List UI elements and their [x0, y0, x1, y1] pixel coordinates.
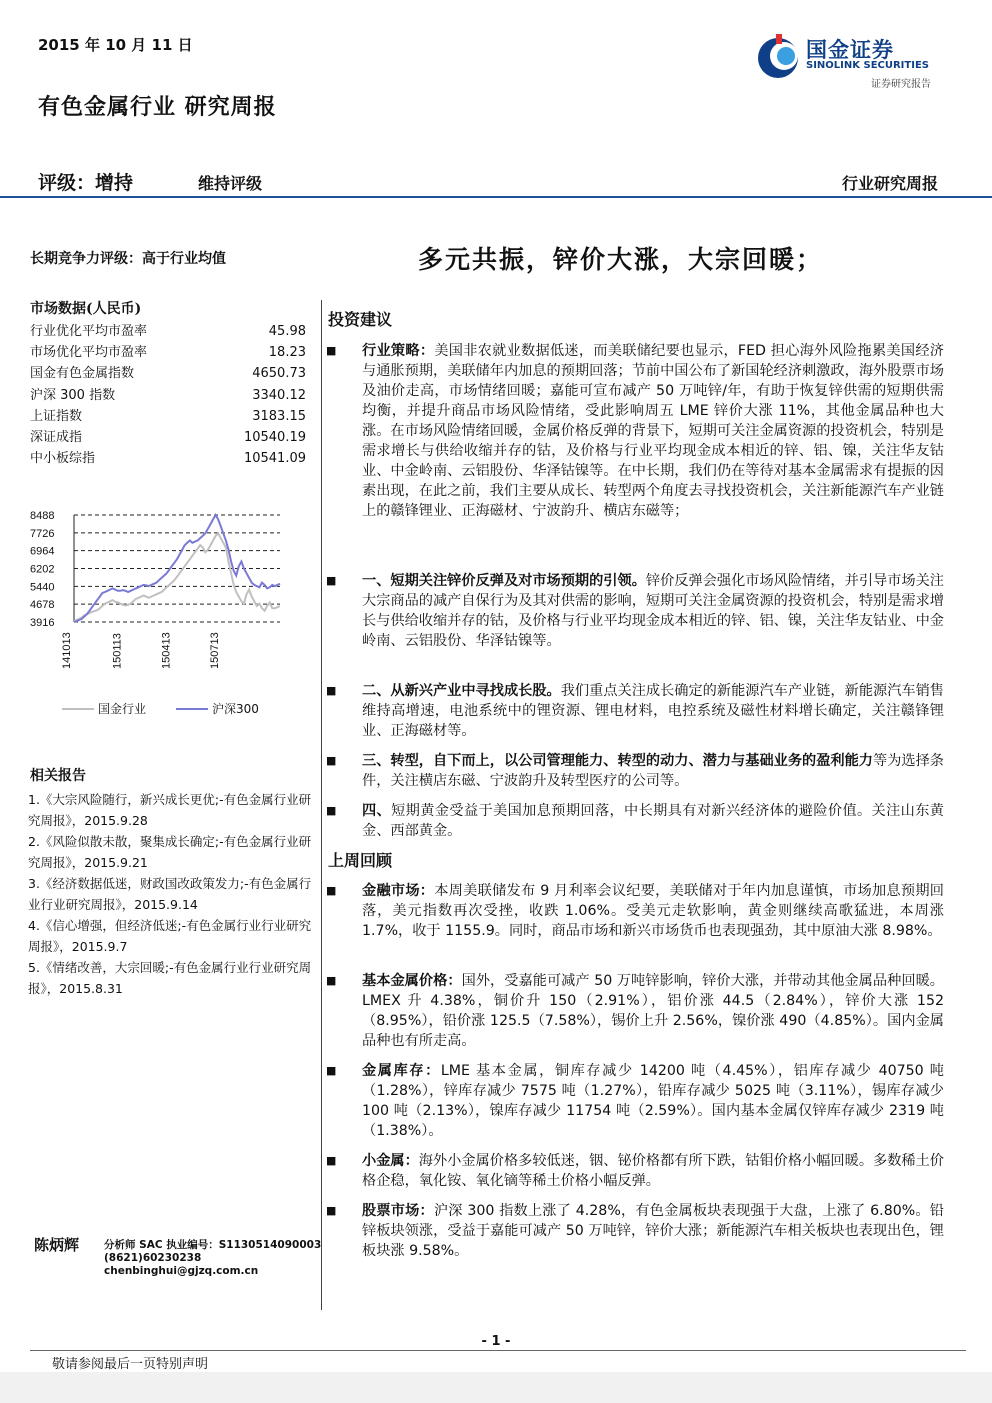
bullet-text: 本周美联储发布 9 月利率会议纪要，美联储对于年内加息谨慎，市场加息预期回落，美元指数再次受挫，收跌 1.06%。受美元走软影响，黄金则继续高歌猛进，本周涨 1.7%，收于 1155.9。同时，商品市场和新兴市场货币也表现强劲，其中原油大涨 8.98%。	[362, 883, 944, 939]
bullet-text: 等为选择条件，关注横店东磁、宁波韵升及转型医疗的公司等。	[362, 753, 944, 789]
bullet-lead: 四、	[362, 803, 392, 819]
market-data-value: 4650.73	[252, 366, 306, 382]
bullet-text: 沪深 300 指数上涨了 4.28%，有色金属板块表现强于大盘，上涨了 6.80%。铅锌板块领涨，受益于嘉能可减产 50 万吨锌，锌价大涨；新能源汽车相关板块也表现出色，锂板块涨 9.58%。	[362, 1203, 944, 1259]
analyst-phone: (8621)60230238	[104, 1252, 202, 1264]
y-tick-label: 7726	[30, 527, 55, 540]
market-data-row	[30, 363, 306, 384]
logo-emblem-icon	[756, 32, 802, 82]
footer-divider	[30, 1350, 966, 1351]
market-data-row	[30, 406, 306, 427]
last-week-review-heading: 上周回顾	[328, 851, 393, 870]
column-divider	[321, 300, 322, 1310]
market-data-label: 上证指数	[30, 408, 83, 424]
y-tick-label: 3916	[30, 617, 55, 629]
rating-status: 维持评级	[198, 174, 263, 193]
bullet-item	[326, 801, 944, 843]
bullet-lead: 三、转型，自下而上，以公司管理能力、转型的动力、潜力与基础业务的盈利能力	[362, 753, 874, 769]
market-data-title: 市场数据(人民币)	[30, 301, 142, 317]
bullet-item	[326, 1061, 944, 1143]
x-tick-label: 150113	[111, 633, 124, 669]
square-bullet-icon: ■	[326, 574, 337, 587]
bullet-text: 短期黄金受益于美国加息预期回落，中长期具有对新兴经济体的避险价值。关注山东黄金、西部黄金。	[362, 803, 944, 839]
related-report-link[interactable]: 4.《信心增强，但经济低迷;-有色金属行业行业研究周报》，2015.9.7	[28, 918, 312, 954]
market-data-row	[30, 448, 306, 469]
index-chart-svg	[28, 495, 320, 725]
bullet-text: 国外，受嘉能可减产 50 万吨锌影响，锌价大涨，并带动其他金属品种回暖。LMEX 升 4.38%，铜价升 150（2.91%），铝价涨 44.5（2.84%），锌价大涨 152（8.95%），铅价涨 125.5（7.58%），锡价上升 2.56%，镍价涨 490（4.85%）。国内金属品种也有所走高。	[362, 973, 944, 1049]
bullet-item	[326, 571, 944, 673]
bullet-text: 美国非农就业数据低迷，而美联储纪要也显示，FED 担心海外风险拖累美国经济与通胀预期，美联储年内加息的预期回落；节前中国公布了新国轮经济刺激政，海外股票市场及油价走高，市场情绪回暖；嘉能可宣布减产 50 万吨锌/年，有助于恢复锌供需的短期供需均衡，并提升商品市场风险情绪，受此影响周五 LME 锌价大涨 11%，其他金属品种也大涨。在市场风险情绪回暖，金属价格反弹的背景下，短期可关注金属资源的投资机会，特别是需求增长与供给收缩并存的钴，及价格与行业平均现金成本相近的锌、铝、镍，关注华友钴业、中金岭南、云铝股份、华泽钴镍等。在中长期，我们仍在等待对基本金属需求有提振的因素出现，在此之前，我们主要从成长、转型两个角度去寻找投资机会，关注新能源汽车产业链上的赣锋锂业、正海磁材、宁波韵升、横店东磁等；	[362, 343, 944, 519]
square-bullet-icon: ■	[326, 1064, 337, 1077]
y-tick-label: 5440	[30, 581, 55, 594]
rating-bar	[38, 168, 938, 196]
market-data-value: 10541.09	[243, 451, 306, 467]
square-bullet-icon: ■	[326, 884, 337, 897]
company-logo	[756, 32, 946, 90]
related-report-link[interactable]: 1.《大宗风险随行，新兴成长更优;-有色金属行业研究周报》，2015.9.28	[28, 792, 312, 828]
index-chart	[28, 495, 320, 725]
investment-advice-heading: 投资建议	[328, 310, 393, 329]
footer-band	[0, 1372, 992, 1403]
header-divider	[0, 196, 992, 198]
bullet-lead: 小金属：	[362, 1153, 419, 1169]
analyst-email[interactable]: chenbinghui@gjzq.com.cn	[104, 1265, 259, 1277]
legend-label: 沪深300	[212, 702, 259, 716]
analyst-info	[104, 1239, 321, 1278]
related-reports-list	[28, 789, 320, 999]
report-title: 有色金属行业 研究周报	[38, 94, 277, 120]
disclaimer: 敬请参阅最后一页特别声明	[52, 1357, 209, 1372]
market-data-label: 沪深 300 指数	[30, 387, 116, 403]
market-data-row	[30, 427, 306, 448]
market-data-label: 国金有色金属指数	[30, 366, 135, 382]
y-tick-label: 4678	[30, 599, 55, 612]
bullet-text: LME 基本金属，铜库存减少 14200 吨（4.45%），铝库存减少 40750 吨（1.28%），锌库存减少 7575 吨（1.27%），铅库存减少 5025 吨（3.11%），锡库存减少 100 吨（2.13%），镍库存减少 11754 吨（2.59%）。国内基本金属仅锌库存减少 2319 吨（1.38%）。	[362, 1063, 944, 1139]
x-tick-label: 150713	[209, 632, 222, 669]
market-data-value: 10540.19	[243, 429, 306, 445]
square-bullet-icon: ■	[326, 754, 337, 767]
industry-rating: 评级：增持	[38, 172, 134, 194]
market-data-row	[30, 385, 306, 406]
x-tick-label: 150413	[160, 632, 173, 669]
related-reports-title: 相关报告	[30, 768, 86, 784]
market-data-label: 深证成指	[30, 429, 83, 445]
square-bullet-icon: ■	[326, 1204, 337, 1217]
square-bullet-icon: ■	[326, 974, 337, 987]
bullet-item	[326, 681, 944, 743]
bullet-text: 我们重点关注成长确定的新能源汽车产业链，新能源汽车销售维持高增速，电池系统中的锂资源、锂电材料，电控系统及磁性材料增长确定，关注赣锋锂业、正海磁材等。	[362, 683, 944, 739]
bullet-lead: 行业策略：	[362, 343, 435, 359]
square-bullet-icon: ■	[326, 344, 337, 357]
market-data-row	[30, 321, 306, 342]
logo-subtitle: 证券研究报告	[871, 79, 931, 90]
bullet-lead: 二、从新兴产业中寻找成长股。	[362, 683, 561, 699]
square-bullet-icon: ■	[326, 684, 337, 697]
bullet-item	[326, 751, 944, 793]
bullet-item	[326, 971, 944, 1053]
market-data-value: 3183.15	[252, 408, 306, 424]
report-date: 2015 年 10 月 11 日	[38, 36, 193, 54]
analyst-name: 陈炳辉	[34, 1236, 80, 1254]
analyst-sac-number: 分析师 SAC 执业编号：S1130514090003	[104, 1239, 322, 1251]
x-tick-label: 141013	[61, 632, 73, 669]
bullet-lead: 金融市场：	[362, 883, 435, 899]
legend-label: 国金行业	[98, 702, 147, 716]
market-data-label: 中小板综指	[30, 451, 96, 467]
bullet-lead: 金属库存：	[362, 1063, 441, 1079]
market-data-label: 市场优化平均市盈率	[30, 345, 148, 361]
report-type: 行业研究周报	[841, 174, 938, 193]
related-report-link[interactable]: 2.《风险似散未散，聚集成长确定;-有色金属行业研究周报》，2015.9.21	[28, 834, 312, 870]
logo-english-name: SINOLINK SECURITIES	[806, 60, 929, 71]
bullet-lead: 基本金属价格：	[362, 973, 462, 989]
related-report-link[interactable]: 3.《经济数据低迷，财政国改政策发力;-有色金属行业行业研究周报》，2015.9.14	[28, 876, 312, 912]
bullet-lead: 一、短期关注锌价反弹及对市场预期的引领。	[362, 573, 646, 589]
y-tick-label: 6202	[30, 563, 55, 576]
market-data-value: 3340.12	[252, 387, 306, 403]
bullet-lead: 股票市场：	[362, 1203, 434, 1219]
market-data-label: 行业优化平均市盈率	[30, 324, 148, 339]
bullet-text: 海外小金属价格多较低迷，铟、铋价格都有所下跌，钴钼价格小幅回暖。多数稀土价格企稳，氧化铵、氧化镝等稀土价格小幅反弹。	[362, 1153, 944, 1189]
y-tick-label: 8488	[30, 510, 55, 522]
competitive-rating: 长期竞争力评级：高于行业均值	[30, 251, 226, 267]
y-tick-label: 6964	[30, 545, 55, 558]
bullet-item	[326, 881, 944, 963]
market-data-value: 45.98	[268, 324, 306, 339]
logo-name: 国金证券	[806, 38, 894, 62]
market-data-table	[30, 321, 306, 469]
related-report-link[interactable]: 5.《情绪改善，大宗回暖;-有色金属行业行业研究周报》，2015.8.31	[28, 960, 312, 996]
bullet-item	[326, 1151, 944, 1193]
market-data-row	[30, 342, 306, 363]
square-bullet-icon: ■	[326, 1154, 337, 1167]
page-number: - 1 -	[481, 1334, 511, 1349]
square-bullet-icon: ■	[326, 804, 337, 817]
bullet-item	[326, 1201, 944, 1263]
bullet-item	[326, 341, 944, 563]
report-headline: 多元共振，锌价大涨，大宗回暖；	[418, 245, 824, 274]
market-data-value: 18.23	[268, 345, 306, 361]
bullet-text: 锌价反弹会强化市场风险情绪，并引导市场关注大宗商品的减产自保行为及其对供需的影响，短期可关注金属资源的投资机会，特别是需求增长与供给收缩并存的钴，及价格与行业平均现金成本相近的锌、铝、镍，关注华友钴业、中金岭南、云铝股份、华泽钴镍等。	[362, 573, 944, 649]
